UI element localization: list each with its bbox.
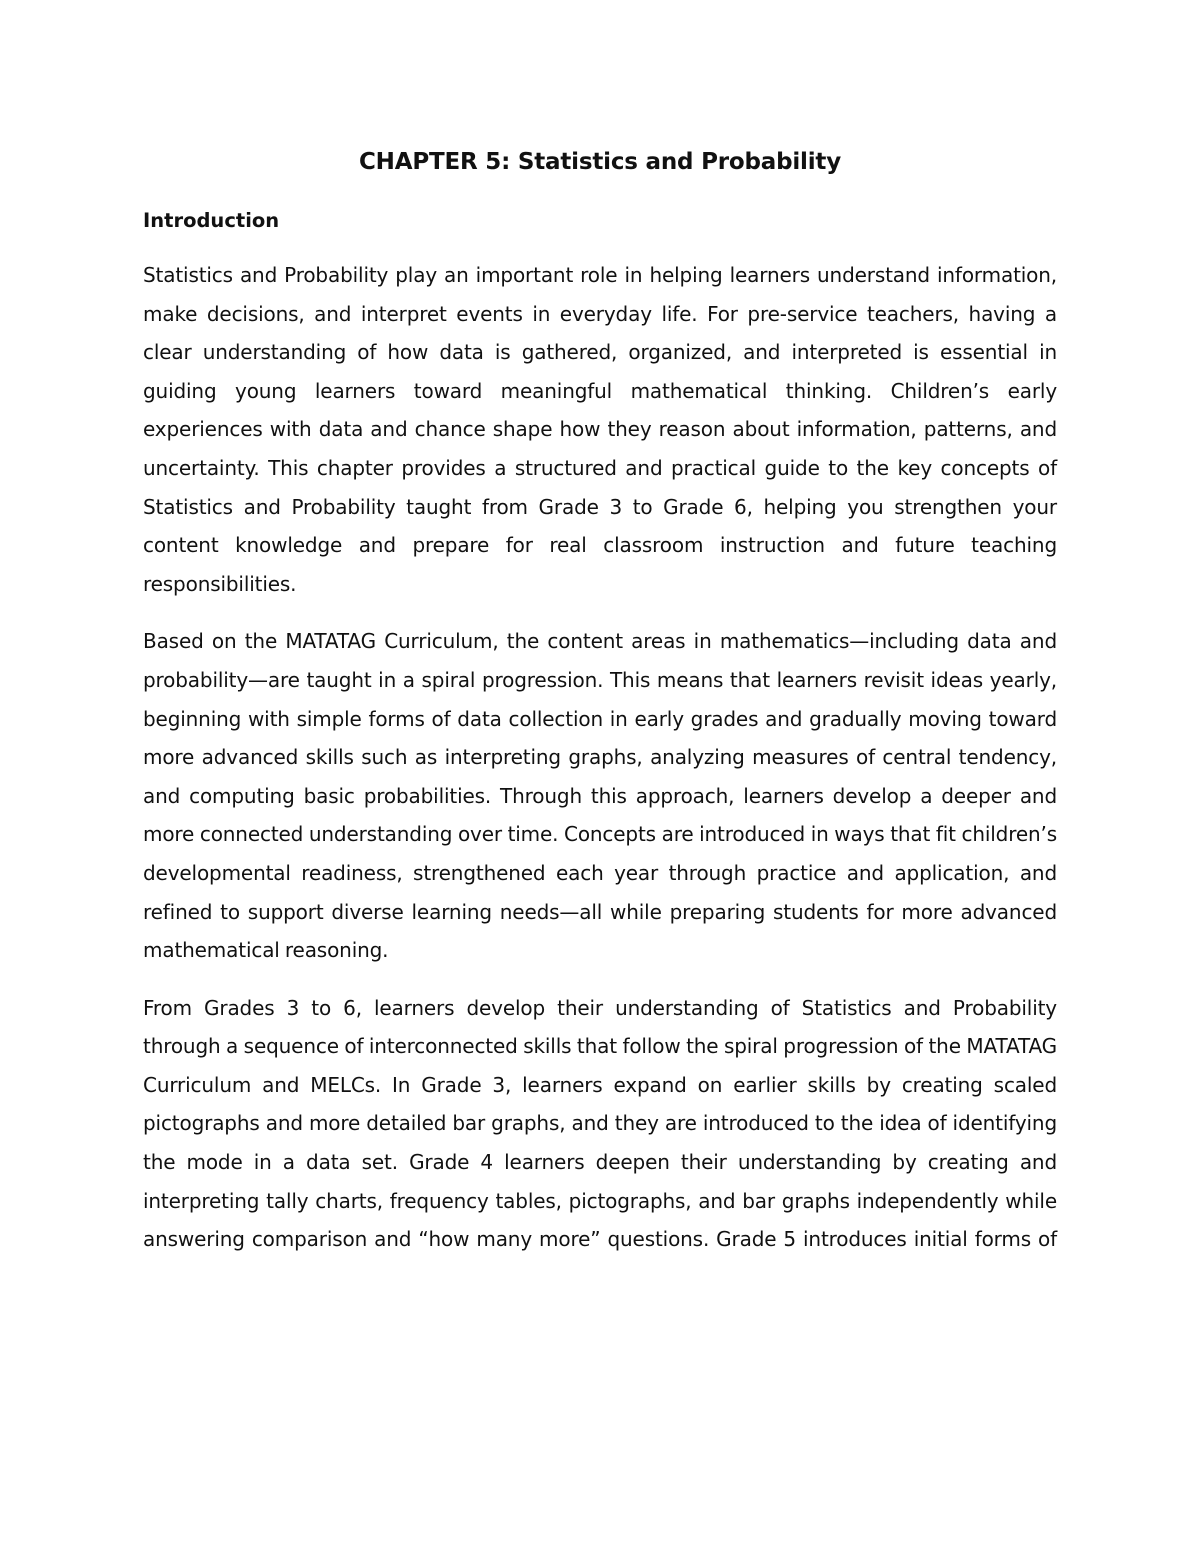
paragraph-3: From Grades 3 to 6, learners develop their understanding of Statistics and Probability through a sequence of interconnected skills that follow the spiral progression of the MATATAG Curriculum and MELCs. In Grade 3, learners expand on earlier skills by creating scaled pictographs and more detailed bar graphs, and they are introduced to the idea of identifying the mode in a data set. Grade 4 learners deepen their understanding by creating and interpreting tally charts, frequency tables, pictographs, and bar graphs independently while answering comparison and “how many more” questions. Grade 5 introduces initial forms of [143, 995, 1057, 1252]
paragraph-1: Statistics and Probability play an important role in helping learners understand information, make decisions, and interpret events in everyday life. For pre-service teachers, having a clear understanding of how data is gathered, organized, and interpreted is essential in guiding young learners toward meaningful mathematical thinking. Children’s early experiences with data and chance shape how they reason about information, patterns, and uncertainty. This chapter provides a structured and practical guide to the key concepts of Statistics and Probability taught from Grade 3 to Grade 6, helping you strengthen your content knowledge and prepare for real classroom instruction and future teaching responsibilities. [143, 263, 1057, 596]
document-page [143, 140, 1057, 1259]
section-heading-introduction: Introduction [143, 209, 280, 232]
chapter-title: CHAPTER 5: Statistics and Probability [358, 149, 842, 175]
paragraph-2: Based on the MATATAG Curriculum, the content areas in mathematics—including data and probability—are taught in a spiral progression. This means that learners revisit ideas yearly, beginning with simple forms of data collection in early grades and gradually moving toward more advanced skills such as interpreting graphs, analyzing measures of central tendency, and computing basic probabilities. Through this approach, learners develop a deeper and more connected understanding over time. Concepts are introduced in ways that fit children’s developmental readiness, strengthened each year through practice and application, and refined to support diverse learning needs—all while preparing students for more advanced mathematical reasoning. [143, 629, 1057, 963]
